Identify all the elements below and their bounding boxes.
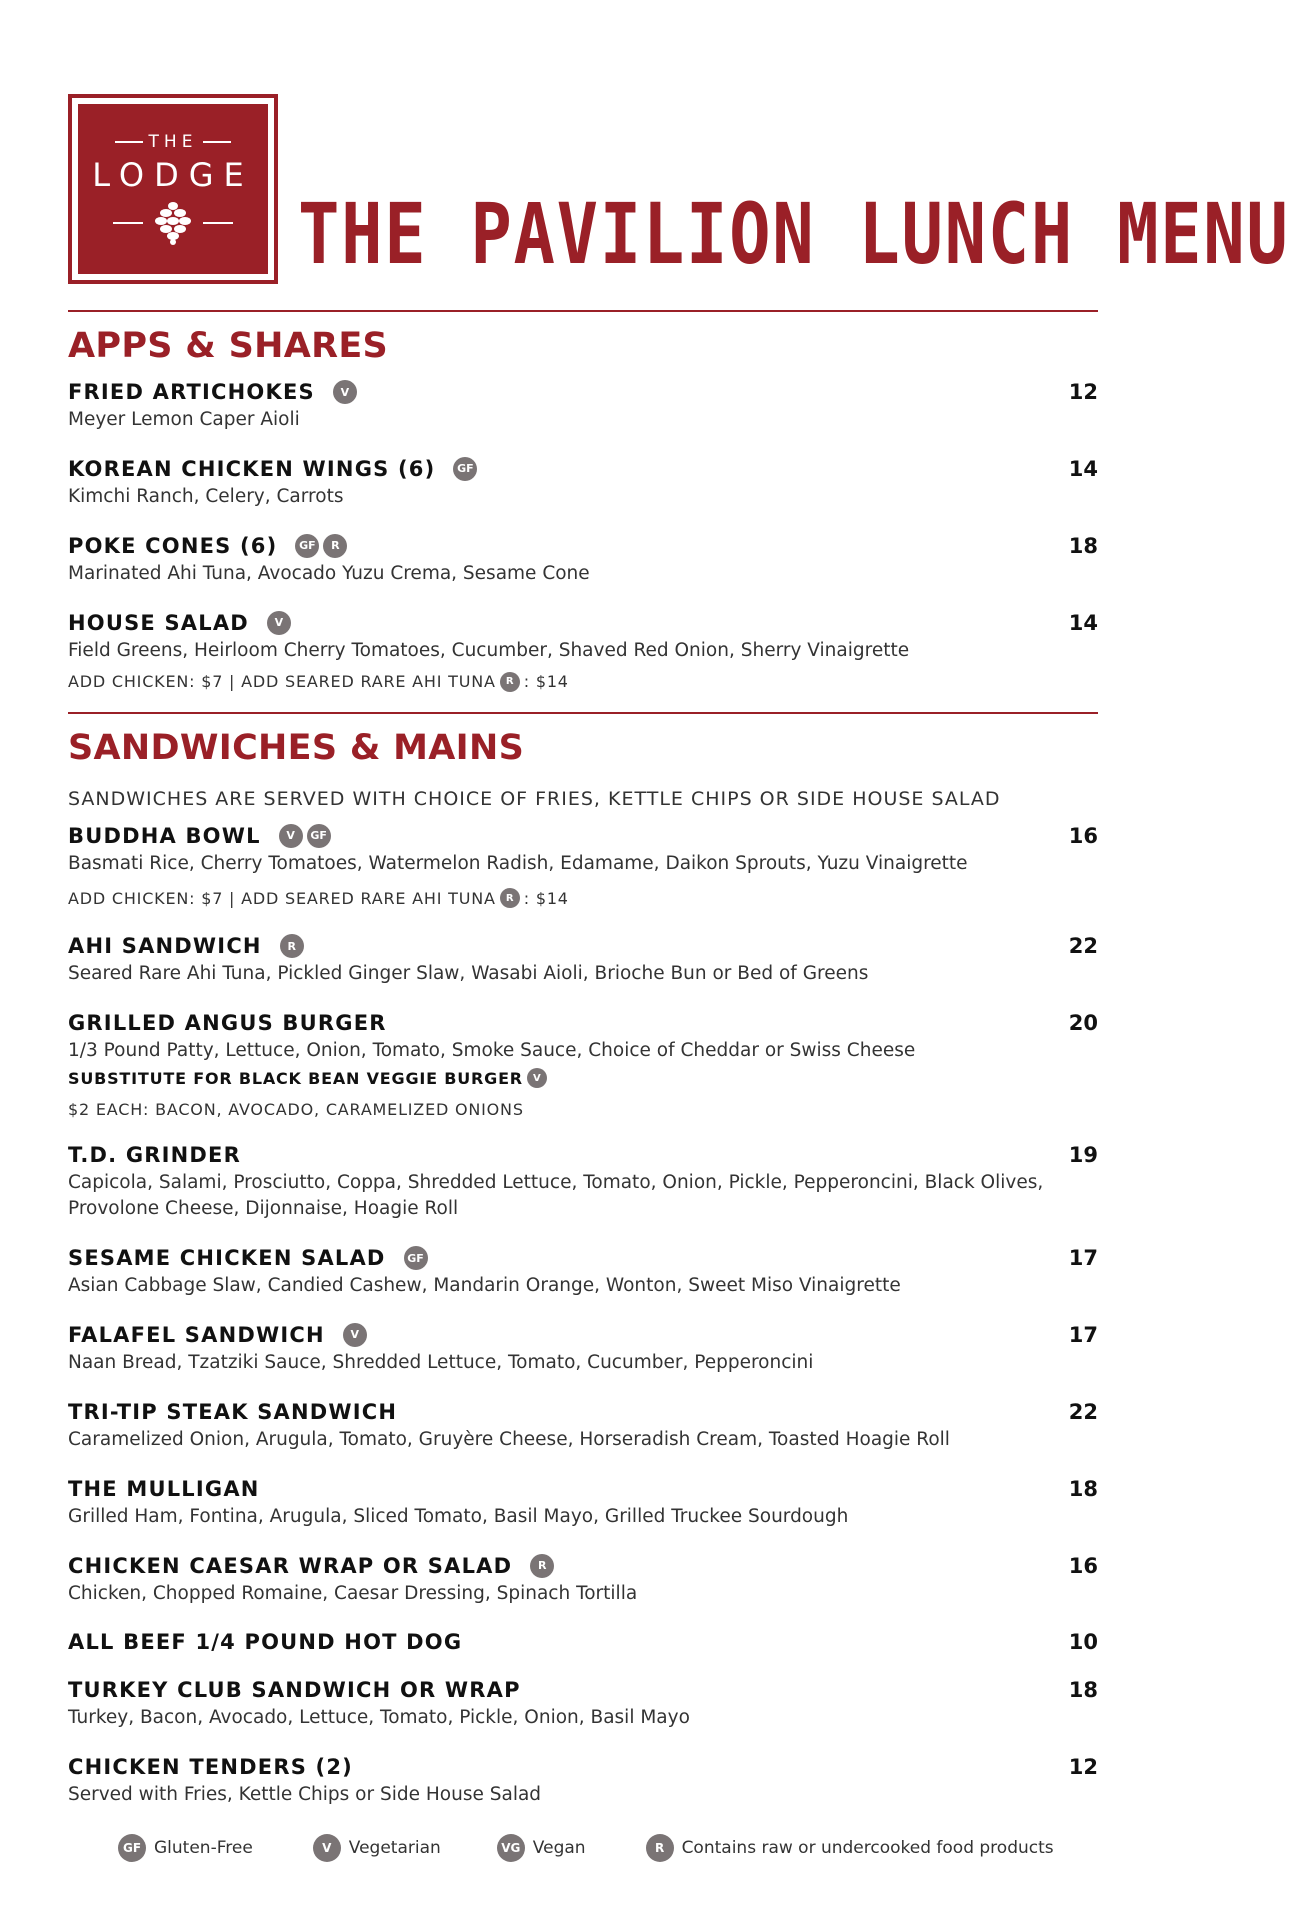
- logo-lodge-text: LODGE: [92, 156, 254, 194]
- item-price: 17: [1068, 1246, 1098, 1271]
- item-description: Seared Rare Ahi Tuna, Pickled Ginger Slaw, Wasabi Aioli, Brioche Bun or Bed of Greens: [68, 963, 869, 985]
- logo-the-text: THE: [148, 132, 198, 152]
- item-description-continued: Provolone Cheese, Dijonnaise, Hoagie Roll: [68, 1198, 459, 1220]
- item-price: 12: [1068, 1755, 1098, 1780]
- raw-badge: R: [530, 1554, 554, 1578]
- legend-label: Gluten-Free: [154, 1838, 253, 1858]
- item-description: Basmati Rice, Cherry Tomatoes, Watermelon Radish, Edamame, Daikon Sprouts, Yuzu Vinaigrette: [68, 852, 968, 874]
- item-description: Grilled Ham, Fontina, Arugula, Sliced Tomato, Basil Mayo, Grilled Truckee Sourdough: [68, 1505, 849, 1527]
- menu-item: [68, 457, 1098, 510]
- raw-badge: R: [500, 888, 520, 908]
- menu-page: [68, 94, 1290, 1808]
- gluten-free-badge: GF: [307, 824, 331, 848]
- item-description: Turkey, Bacon, Avocado, Lettuce, Tomato, Pickle, Onion, Basil Mayo: [68, 1707, 690, 1729]
- legend-label: Vegetarian: [348, 1838, 441, 1858]
- raw-badge: R: [500, 672, 520, 692]
- gluten-free-badge: GF: [404, 1246, 428, 1270]
- menu-item: [68, 824, 1098, 909]
- substitution-line: SUBSTITUTE FOR BLACK BEAN VEGGIE BURGER V: [68, 1068, 1098, 1088]
- menu-item: [68, 1143, 1098, 1222]
- menu-item: [68, 1630, 1098, 1654]
- menu-item: [68, 1755, 1098, 1808]
- item-name: T.D. GRINDER: [68, 1143, 241, 1168]
- item-name: POKE CONES (6): [68, 533, 278, 558]
- vegetarian-badge: V: [527, 1068, 547, 1088]
- item-name: TRI-TIP STEAK SANDWICH: [68, 1399, 398, 1424]
- gluten-free-badge: GF: [118, 1834, 146, 1862]
- item-name: ALL BEEF 1/4 POUND HOT DOG: [68, 1630, 463, 1655]
- section-note: SANDWICHES ARE SERVED WITH CHOICE OF FRIES, KETTLE CHIPS OR SIDE HOUSE SALAD: [68, 787, 1001, 810]
- section-apps: [68, 326, 1098, 692]
- item-price: 16: [1068, 1553, 1098, 1578]
- item-name: AHI SANDWICH: [68, 934, 262, 959]
- menu-item: [68, 1011, 1098, 1119]
- vegetarian-badge: V: [333, 380, 357, 404]
- raw-badge: R: [646, 1834, 674, 1862]
- divider: [68, 712, 1098, 714]
- vegetarian-badge: V: [267, 611, 291, 635]
- menu-item: [68, 1678, 1098, 1731]
- vegetarian-badge: V: [313, 1834, 341, 1862]
- item-price: 19: [1068, 1143, 1098, 1168]
- lodge-logo: [68, 94, 278, 284]
- vegan-badge: VG: [497, 1834, 525, 1862]
- item-description: Asian Cabbage Slaw, Candied Cashew, Mandarin Orange, Wonton, Sweet Miso Vinaigrette: [68, 1275, 901, 1297]
- legend-entry-gluten-free: [118, 1834, 253, 1862]
- item-price: 20: [1068, 1011, 1098, 1036]
- section-heading: APPS & SHARES: [68, 326, 389, 366]
- legend-entry-vegetarian: [313, 1834, 441, 1862]
- item-description: Field Greens, Heirloom Cherry Tomatoes, Cucumber, Shaved Red Onion, Sherry Vinaigrette: [68, 639, 910, 661]
- menu-item: [68, 934, 1098, 987]
- menu-item: [68, 1477, 1098, 1530]
- item-price: 22: [1068, 1399, 1098, 1424]
- item-price: 17: [1068, 1322, 1098, 1347]
- item-description: Chicken, Chopped Romaine, Caesar Dressing, Spinach Tortilla: [68, 1582, 638, 1604]
- item-description: 1/3 Pound Patty, Lettuce, Onion, Tomato, Smoke Sauce, Choice of Cheddar or Swiss Cheese: [68, 1040, 916, 1062]
- item-price: 18: [1068, 533, 1098, 558]
- menu-item: [68, 1554, 1098, 1607]
- gluten-free-badge: GF: [453, 457, 477, 481]
- vegetarian-badge: V: [279, 824, 303, 848]
- item-name: CHICKEN TENDERS (2): [68, 1755, 353, 1780]
- menu-item: [68, 1400, 1098, 1453]
- menu-item: [68, 380, 1098, 433]
- addon-line: ADD CHICKEN: $7 | ADD SEARED RARE AHI TUNA R : $14: [68, 672, 569, 692]
- item-name: SESAME CHICKEN SALAD: [68, 1246, 386, 1271]
- menu-item: [68, 1323, 1098, 1376]
- item-price: 16: [1068, 823, 1098, 848]
- gluten-free-badge: GF: [295, 534, 319, 558]
- item-price: 10: [1068, 1630, 1098, 1655]
- raw-badge: R: [323, 534, 347, 558]
- item-name: THE MULLIGAN: [68, 1476, 260, 1501]
- item-price: 18: [1068, 1476, 1098, 1501]
- item-name: KOREAN CHICKEN WINGS (6): [68, 456, 436, 481]
- menu-item: [68, 534, 1098, 587]
- item-description: Kimchi Ranch, Celery, Carrots: [68, 485, 344, 507]
- legend-label: Vegan: [532, 1838, 586, 1858]
- item-price: 12: [1068, 380, 1098, 404]
- legend-entry-vegan: [497, 1834, 586, 1862]
- item-name: FALAFEL SANDWICH: [68, 1322, 325, 1347]
- item-price: 18: [1068, 1678, 1098, 1703]
- item-description: Marinated Ahi Tuna, Avocado Yuzu Crema, Sesame Cone: [68, 562, 590, 584]
- item-description: Meyer Lemon Caper Aioli: [68, 409, 300, 430]
- item-description: Naan Bread, Tzatziki Sauce, Shredded Lettuce, Tomato, Cucumber, Pepperoncini: [68, 1351, 814, 1373]
- page-title: THE PAVILION LUNCH MENU: [298, 185, 1290, 283]
- item-name: GRILLED ANGUS BURGER: [68, 1011, 387, 1036]
- extras-line: $2 EACH: BACON, AVOCADO, CARAMELIZED ONIONS: [68, 1100, 524, 1120]
- item-name: BUDDHA BOWL: [68, 823, 261, 848]
- pinecone-icon: [153, 200, 193, 246]
- addon-line: ADD CHICKEN: $7 | ADD SEARED RARE AHI TUNA R : $14: [68, 888, 569, 908]
- section-heading: SANDWICHES & MAINS: [68, 727, 525, 768]
- item-price: 14: [1068, 456, 1098, 481]
- item-description: Capicola, Salami, Prosciutto, Coppa, Shredded Lettuce, Tomato, Onion, Pickle, Pepperoncini, Black Olives,: [68, 1172, 1044, 1194]
- item-description: Served with Fries, Kettle Chips or Side House Salad: [68, 1784, 542, 1806]
- menu-item: [68, 611, 1098, 692]
- menu-item: [68, 1246, 1098, 1299]
- item-price: 14: [1068, 610, 1098, 635]
- header: [68, 94, 1290, 284]
- item-description: Caramelized Onion, Arugula, Tomato, Gruyère Cheese, Horseradish Cream, Toasted Hoagie Roll: [68, 1428, 950, 1450]
- item-name: TURKEY CLUB SANDWICH OR WRAP: [68, 1678, 521, 1703]
- vegetarian-badge: V: [343, 1323, 367, 1347]
- item-name: HOUSE SALAD: [68, 610, 249, 635]
- item-name: FRIED ARTICHOKES: [68, 380, 315, 404]
- dietary-legend: [118, 1834, 1054, 1862]
- item-price: 22: [1068, 934, 1098, 959]
- section-mains: [68, 728, 1098, 1809]
- raw-badge: R: [280, 934, 304, 958]
- legend-entry-raw: [646, 1834, 1054, 1862]
- legend-label: Contains raw or undercooked food products: [681, 1838, 1054, 1858]
- item-name: CHICKEN CAESAR WRAP OR SALAD: [68, 1553, 513, 1578]
- divider: [68, 310, 1098, 312]
